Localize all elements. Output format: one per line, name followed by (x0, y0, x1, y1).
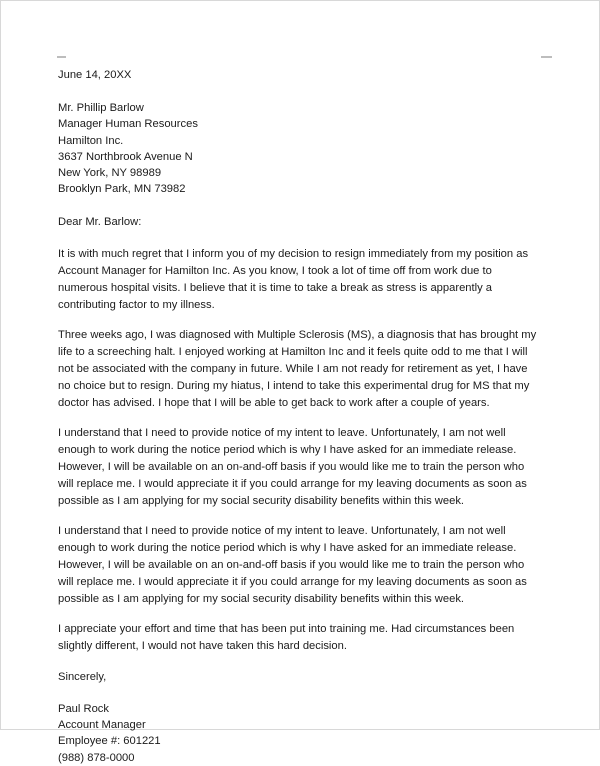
recipient-name: Mr. Phillip Barlow (58, 102, 144, 114)
recipient-city-state-zip-secondary: Brooklyn Park, MN 73982 (58, 183, 186, 196)
letter-salutation: Dear Mr. Barlow: (58, 215, 142, 228)
letter-paragraph-4: I understand that I need to provide notice of my intent to leave. Unfortunately, I am not well enough to work during the notice period which is why I have asked for an immediate release. However, I will be available on an on-and-off basis if you would like me to train the person who will replace me. I would appreciate it if you could arrange for my leaving documents as soon as possible as I am applying for my social security disability benefits within this week. (58, 524, 527, 605)
recipient-title: Manager Human Resources (58, 118, 198, 131)
recipient-address-block (58, 100, 542, 198)
signer-name: Paul Rock (58, 702, 109, 715)
letter-paragraph-2: Three weeks ago, I was diagnosed with Multiple Sclerosis (MS), a diagnosis that has brought my life to a screeching halt. I enjoyed working at Hamilton Inc and it feels quite odd to me that I will not be associated with the company in future. While I am not ready for retirement as yet, I have no choice but to resign. During my hiatus, I intend to take this experimental drug for MS that my doctor has advised. I hope that I will be able to get back to work after a couple of years. (58, 328, 537, 409)
letter-body (58, 67, 542, 766)
signer-employee-number: Employee #: 601221 (58, 735, 161, 748)
signer-title: Account Manager (58, 719, 146, 732)
recipient-street: 3637 Northbrook Avenue N (58, 150, 193, 163)
letter-closing: Sincerely, (58, 670, 107, 683)
letter-paragraph-3: I understand that I need to provide notice of my intent to leave. Unfortunately, I am not well enough to work during the notice period which is why I have asked for an immediate release. However, I will be available on an on-and-off basis if you would like me to train the person who will replace me. I would appreciate it if you could arrange for my leaving documents as soon as possible as I am applying for my social security disability benefits within this week. (58, 426, 527, 507)
recipient-city-state-zip: New York, NY 98989 (58, 167, 162, 180)
signature-block (58, 701, 542, 766)
recipient-company: Hamilton Inc. (58, 134, 124, 147)
letter-date: June 14, 20XX (58, 69, 132, 81)
right-margin-tick (541, 56, 552, 58)
left-margin-tick (57, 56, 66, 58)
letter-paragraph-1: It is with much regret that I inform you of my decision to resign immediately from my position as Account Manager for Hamilton Inc. As you know, I took a lot of time off from work due to numerous hospital visits. I believe that it is time to take a break as stress is apparently a contributing factor to my illness. (58, 247, 529, 311)
letter-paragraph-5: I appreciate your effort and time that has been put into training me. Had circumstances been slightly different, I would not have taken this hard decision. (58, 622, 515, 652)
signer-phone: (988) 878-0000 (58, 751, 135, 764)
